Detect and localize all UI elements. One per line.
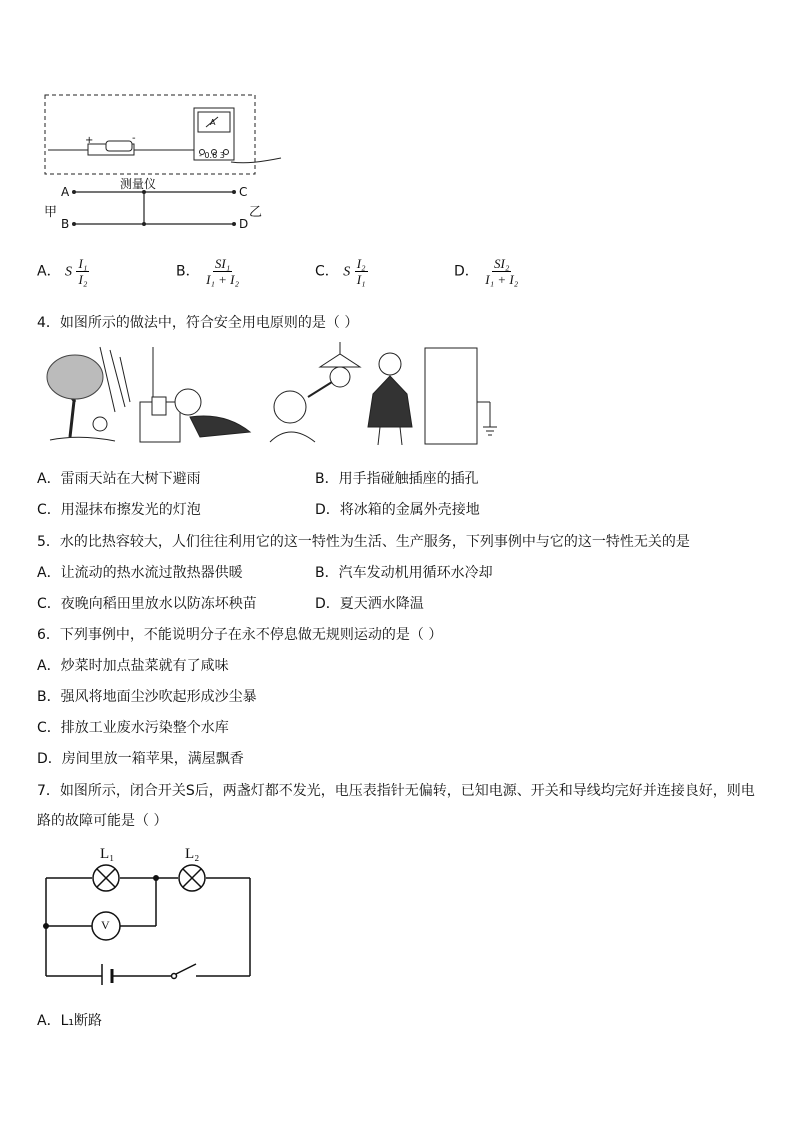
junction-dot [153,875,159,881]
fraction: $\frac{\text{I₂}}{\text{I₁}}$ [356,256,366,287]
q4-option-a: A．雷雨天站在大树下避雨 [37,471,201,487]
battery-minus-label: - [132,133,136,144]
wet-cloth-lamp-illustration [270,342,360,442]
fraction: $\frac{\text{I₁}}{\text{I₂}}$ [78,256,88,287]
child-socket-illustration [140,347,250,442]
fridge-ground-illustration [368,348,497,445]
q4-stem: 4．如图所示的做法中，符合安全用电原则的是（ ） [37,315,359,331]
q5-option-b: B．汽车发动机用循环水冷却 [315,565,493,581]
lamp-l2-label: L₂ [185,846,200,862]
fraction: $\frac{\text{SI₁}}{\text{I₁ + I₂}}$ [206,256,240,287]
q3-option-c: C． S $\frac{\text{I₂}}{\text{I₁}}$ [315,256,366,287]
junction-dot [43,923,49,929]
q5-option-a: A．让流动的热水流过散热器供暖 [37,565,243,581]
lamp-l2-icon [179,865,205,891]
point-b-label: B [61,217,70,231]
q7-circuit-diagram [38,840,258,985]
q6-option-c: C．排放工业废水污染整个水库 [37,720,229,736]
q7-option-a: A．L₁断路 [37,1013,102,1029]
side-jia-label: 甲 [44,205,58,220]
q5-stem: 5．水的比热容较大，人们往往利用它的这一特性为生活、生产服务，下列事例中与它的这一特性无关的是 [37,534,690,550]
q4-option-c: C．用湿抹布擦发光的灯泡 [37,502,201,518]
q7-stem-line1: 7．如图所示，闭合开关S后，两盏灯都不发光，电压表指针无偏转，已知电源、开关和导线均完好并连接良好，则电 [37,783,755,799]
side-yi-label: 乙 [249,205,263,220]
q5-option-c: C．夜晚向稻田里放水以防冻坏秧苗 [37,596,257,612]
q3-option-d: D． $\frac{\text{SI₂}}{\text{I₁ + I₂}}$ [454,256,519,287]
point-a-label: A [61,185,70,199]
device-label: 测量仪 [120,177,157,191]
tree-rain-illustration [47,347,130,441]
q6-option-b: B．强风将地面尘沙吹起形成沙尘暴 [37,689,257,705]
q6-stem: 6．下列事例中，不能说明分子在永不停息做无规则运动的是（ ） [37,627,443,643]
battery-plus-label: + [85,135,94,146]
ammeter-scale: - 0.6 3 [199,151,225,160]
q6-option-a: A．炒菜时加点盐菜就有了咸味 [37,658,229,674]
q4-option-b: B．用手指碰触插座的插孔 [315,471,479,487]
point-d-label: D [239,217,249,231]
q4-option-d: D．将冰箱的金属外壳接地 [315,502,480,518]
q6-option-d: D．房间里放一箱苹果，满屋飘香 [37,751,244,767]
q3-option-b: B． $\frac{\text{SI₁}}{\text{I₁ + I₂}}$ [176,256,240,287]
battery-icon [102,964,112,985]
point-c-label: C [239,185,248,199]
q5-option-d: D．夏天洒水降温 [315,596,424,612]
switch-icon [172,964,197,979]
lamp-l1-label: L₁ [100,846,115,862]
lamp-l1-icon [93,865,119,891]
ammeter-letter: A [210,118,216,127]
q7-stem-line2: 路的故障可能是（ ） [37,813,168,829]
voltmeter-label: V [101,918,110,932]
safety-illustrations [40,342,505,450]
q3-option-a: A． S $\frac{\text{I₁}}{\text{I₂}}$ [37,256,88,287]
fraction: $\frac{\text{SI₂}}{\text{I₁ + I₂}}$ [485,256,519,287]
